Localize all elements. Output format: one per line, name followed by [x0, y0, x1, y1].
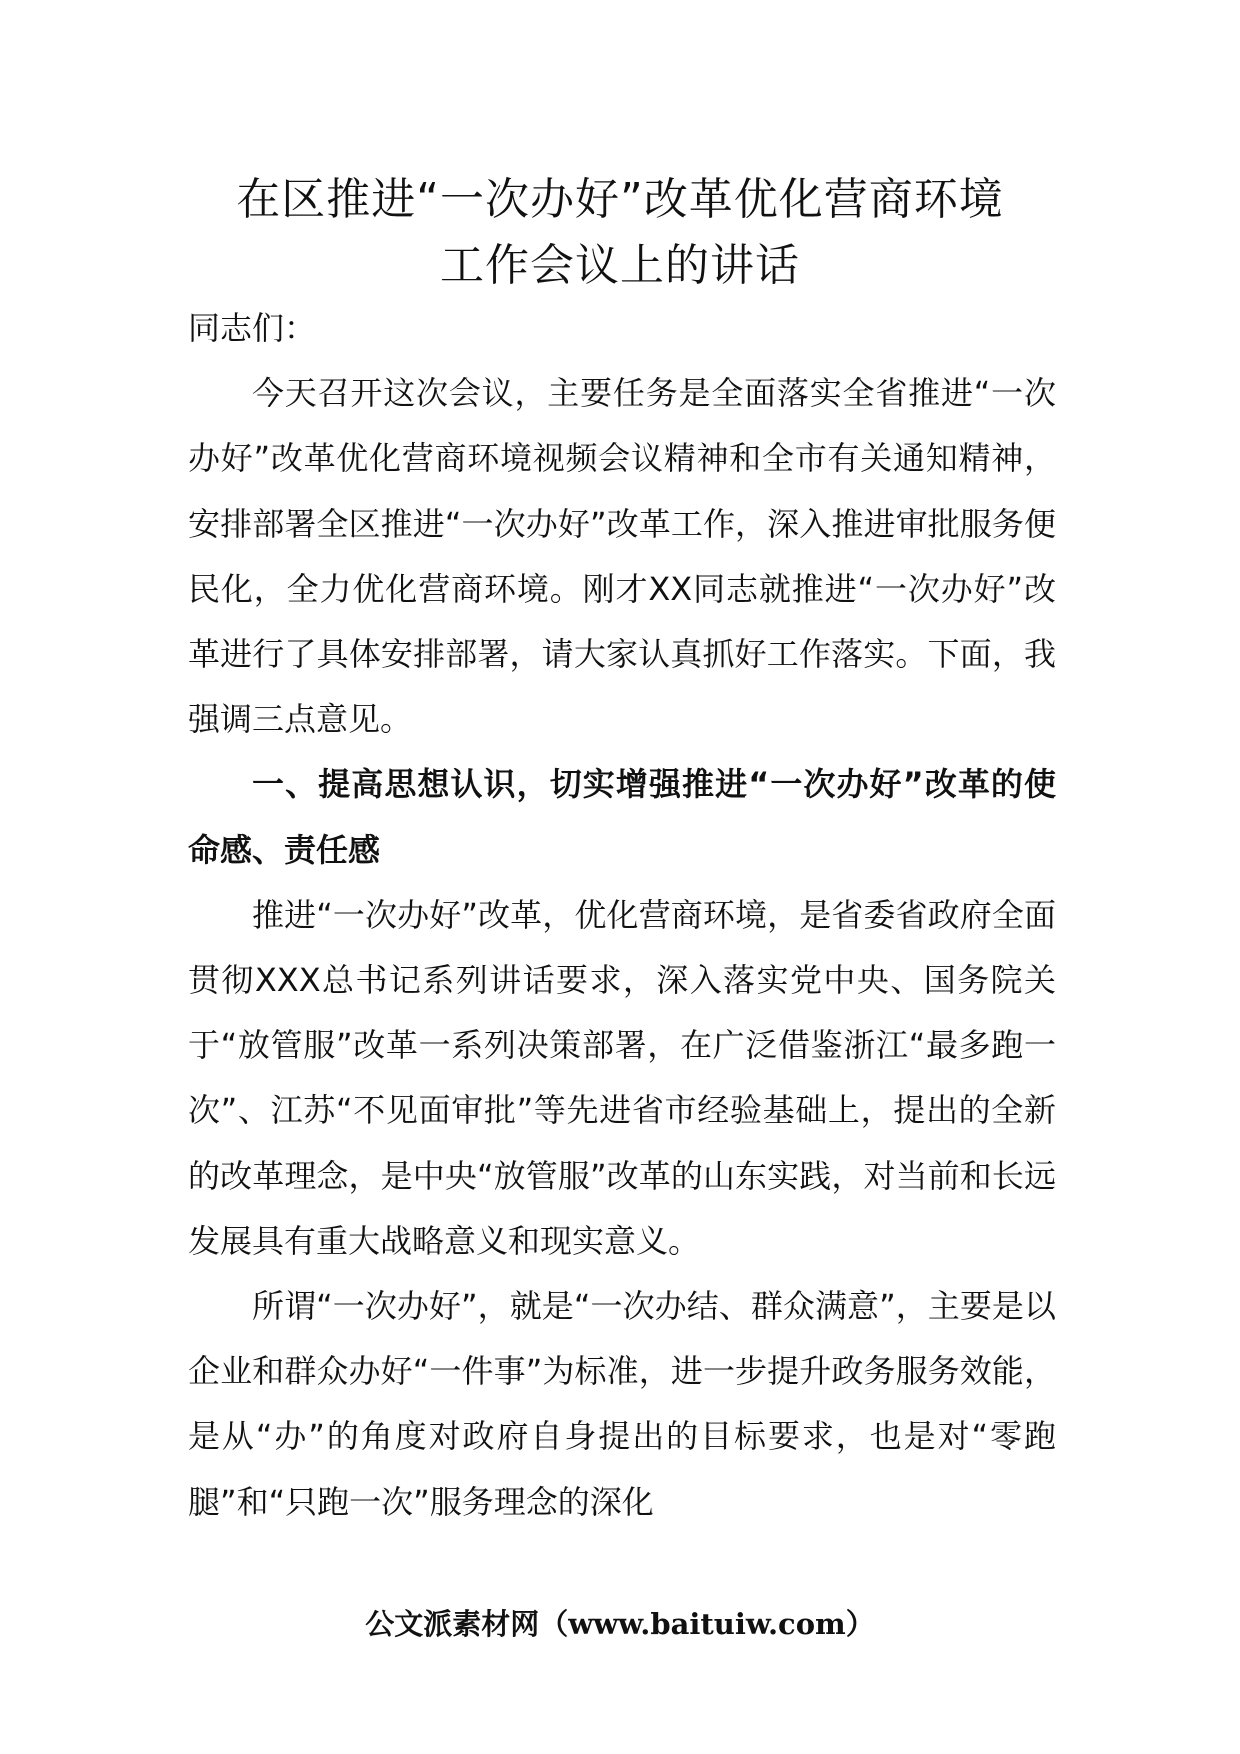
salutation: 同志们： — [188, 309, 317, 347]
document-title-line-2: 工作会议上的讲话 — [440, 240, 800, 291]
section-heading-1: 一、提高思想认识，切实增强推进“一次办好”改革的使命感、责任感 — [188, 765, 1056, 869]
paragraph-definition: 所谓“一次办好”，就是“一次办结、群众满意”，主要是以企业和群众办好“一件事”为标准，进一步提升政务服务效能，是从“办”的角度对政府自身提出的目标要求，也是对“零跑腿”和“只跑一次”服务理念的深化 — [188, 1287, 1056, 1521]
paragraph-intro: 今天召开这次会议，主要任务是全面落实全省推进“一次办好”改革优化营商环境视频会议精神和全市有关通知精神，安排部署全区推进“一次办好”改革工作，深入推进审批服务便民化，全力优化营商环境。刚才XX同志就推进“一次办好”改革进行了具体安排部署，请大家认真抓好工作落实。下面，我强调三点意见。 — [188, 374, 1056, 739]
document-title-line-1: 在区推进“一次办好”改革优化营商环境 — [236, 174, 1004, 225]
document-body — [188, 296, 1056, 1535]
paragraph-significance: 推进“一次办好”改革，优化营商环境，是省委省政府全面贯彻XXX总书记系列讲话要求，深入落实党中央、国务院关于“放管服”改革一系列决策部署，在广泛借鉴浙江“最多跑一次”、江苏“不见面审批”等先进省市经验基础上，提出的全新的改革理念，是中央“放管服”改革的山东实践，对当前和长远发展具有重大战略意义和现实意义。 — [188, 895, 1056, 1260]
footer-watermark: 公文派素材网（www.baituiw.com） — [365, 1607, 875, 1641]
